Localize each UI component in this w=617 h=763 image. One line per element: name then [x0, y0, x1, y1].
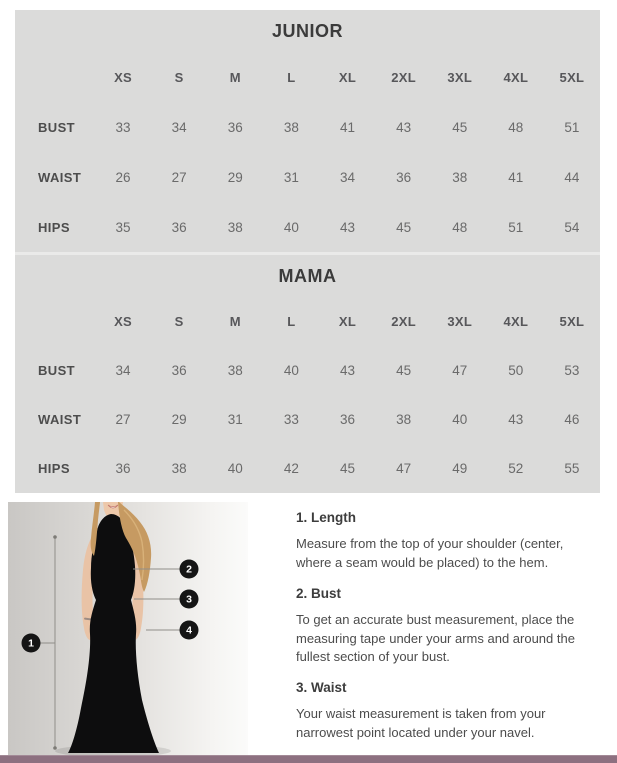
size-value-cell: 27: [171, 169, 187, 185]
size-value-cell: 34: [115, 363, 131, 378]
size-value-cell: 54: [564, 219, 580, 235]
size-value-cell: 45: [396, 219, 412, 235]
size-col-header: 5XL: [559, 314, 585, 329]
size-col-header: XL: [338, 314, 357, 329]
size-table-mama: [15, 297, 600, 493]
size-value-cell: 27: [115, 412, 131, 427]
measure-row-label: BUST: [38, 119, 75, 135]
size-value-cell: 29: [227, 169, 243, 185]
measure-row-label: WAIST: [38, 169, 82, 185]
size-value-cell: 48: [508, 119, 524, 135]
size-value-cell: 36: [171, 363, 187, 378]
instruction-title: 2. Bust: [296, 585, 342, 601]
instruction-body: Measure from the top of your shoulder (center, where a seam would be placed) to the hem.: [296, 536, 564, 570]
size-table-row: [15, 346, 600, 395]
size-value-cell: 40: [452, 412, 468, 427]
size-value-cell: 45: [339, 461, 355, 476]
size-col-header: S: [174, 314, 184, 329]
size-col-header: 2XL: [391, 69, 416, 85]
size-value-cell: 35: [115, 219, 131, 235]
marker-1-number: 1: [28, 637, 34, 650]
size-value-cell: 26: [115, 169, 131, 185]
size-col-header: 5XL: [559, 69, 585, 85]
size-value-cell: 41: [339, 119, 355, 135]
size-value-cell: 44: [564, 169, 580, 185]
size-value-cell: 40: [227, 461, 243, 476]
size-col-header: L: [287, 314, 296, 329]
size-col-header: XS: [114, 69, 133, 85]
size-table-row: [15, 152, 600, 202]
size-value-cell: 47: [452, 363, 468, 378]
size-value-cell: 31: [227, 412, 243, 427]
size-value-cell: 45: [396, 363, 412, 378]
length-line-bottom-dot: [53, 746, 57, 750]
size-value-cell: 51: [508, 219, 524, 235]
section-title-junior: JUNIOR: [271, 20, 343, 41]
size-value-cell: 33: [115, 119, 131, 135]
marker-4-number: 4: [186, 624, 192, 637]
size-value-cell: 43: [508, 412, 524, 427]
size-value-cell: 45: [452, 119, 468, 135]
size-value-cell: 40: [283, 363, 299, 378]
size-value-cell: 33: [283, 412, 299, 427]
size-value-cell: 52: [508, 461, 524, 476]
size-value-cell: 41: [508, 169, 524, 185]
size-section-mama: [15, 255, 600, 493]
size-value-cell: 31: [283, 169, 299, 185]
size-header-row: [15, 297, 600, 346]
instruction-body: To get an accurate bust measurement, place the measuring tape under your arms and around the fullest section of your bust.: [296, 611, 575, 665]
size-value-cell: 42: [283, 461, 299, 476]
size-table-row: [15, 102, 600, 152]
size-value-cell: 36: [115, 461, 131, 476]
size-value-cell: 49: [452, 461, 468, 476]
size-value-cell: 43: [339, 363, 355, 378]
size-col-header: XL: [338, 69, 357, 85]
size-value-cell: 36: [227, 119, 243, 135]
size-value-cell: 53: [564, 363, 580, 378]
size-value-cell: 43: [396, 119, 412, 135]
size-value-cell: 38: [227, 219, 243, 235]
size-value-cell: 38: [283, 119, 299, 135]
instruction-title: 3. Waist: [296, 680, 347, 696]
size-value-cell: 43: [339, 219, 355, 235]
measurement-instructions: [296, 510, 596, 756]
marker-2-number: 2: [186, 563, 192, 576]
size-col-header: M: [229, 69, 241, 85]
instruction-body: Your waist measurement is taken from your narrowest point located under your navel.: [296, 706, 546, 741]
measurement-guide: [0, 502, 617, 755]
size-col-header: L: [287, 69, 296, 85]
size-value-cell: 50: [508, 363, 524, 378]
size-col-header: 4XL: [503, 314, 529, 329]
bottom-accent-bar: [0, 755, 617, 763]
size-value-cell: 38: [396, 412, 412, 427]
size-value-cell: 36: [396, 169, 412, 185]
size-col-header: XS: [114, 314, 133, 329]
size-col-header: 4XL: [503, 69, 529, 85]
measure-row-label: BUST: [38, 363, 75, 378]
size-value-cell: 36: [339, 412, 355, 427]
size-col-header: M: [229, 314, 241, 329]
size-table-row: [15, 395, 600, 444]
measure-row-label: HIPS: [38, 219, 70, 235]
size-chart-panel: [15, 10, 600, 493]
size-value-cell: 34: [339, 169, 355, 185]
size-value-cell: 47: [396, 461, 412, 476]
size-value-cell: 29: [171, 412, 187, 427]
model-photo: [8, 502, 248, 755]
marker-3-number: 3: [186, 593, 192, 606]
size-value-cell: 36: [171, 219, 187, 235]
size-col-header: 3XL: [447, 69, 473, 85]
size-value-cell: 51: [564, 119, 580, 135]
size-table-row: [15, 202, 600, 252]
size-value-cell: 46: [564, 412, 580, 427]
size-col-header: 2XL: [391, 314, 416, 329]
size-value-cell: 38: [452, 169, 468, 185]
size-section-junior: [15, 10, 600, 252]
size-value-cell: 40: [283, 219, 299, 235]
size-col-header: S: [174, 69, 184, 85]
size-value-cell: 38: [227, 363, 243, 378]
measure-row-label: HIPS: [38, 461, 70, 476]
length-line-top-dot: [53, 535, 57, 539]
size-value-cell: 48: [452, 219, 468, 235]
section-title-mama: MAMA: [278, 265, 337, 286]
measure-row-label: WAIST: [38, 412, 82, 427]
instruction-title: 1. Length: [296, 510, 356, 525]
size-value-cell: 34: [171, 119, 187, 135]
size-header-row: [15, 52, 600, 102]
size-table-junior: [15, 52, 600, 252]
size-value-cell: 38: [171, 461, 187, 476]
size-table-row: [15, 444, 600, 493]
size-col-header: 3XL: [447, 314, 473, 329]
size-value-cell: 55: [564, 461, 580, 476]
